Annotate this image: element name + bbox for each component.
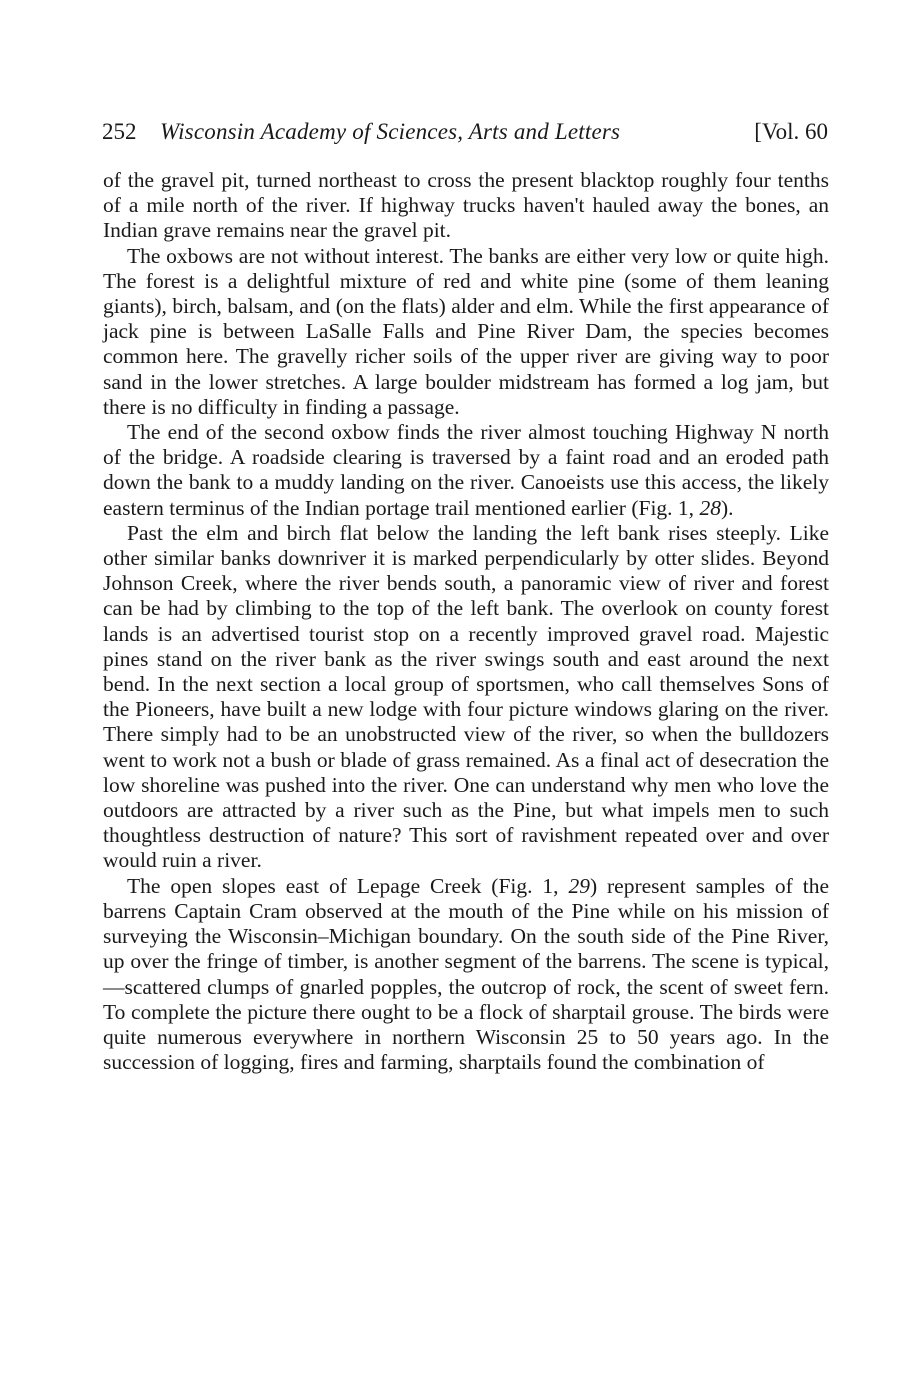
paragraph-3 [103,420,829,521]
body-text [103,168,829,1075]
paragraph-3-text-end: ). [720,495,734,520]
paragraph-5-text: The open slopes east of Lepage Creek (Fig. 1, [127,873,569,898]
paragraph-1: of the gravel pit, turned northeast to cross the present blacktop roughly four tenths of a mile north of the river. If highway trucks haven't hauled away the bones, an Indian grave remains near the gravel pit. [103,168,829,243]
paragraph-5 [103,874,829,1076]
paragraph-4: Past the elm and birch flat below the landing the left bank rises steeply. Like other similar banks downriver it is marked perpendicularly by otter slides. Beyond Johnson Creek, where the river bends south, a panoramic view of river and forest can be had by climbing to the top of the left bank. The overlook on county forest lands is an advertised tourist stop on a recently improved gravel road. Majestic pines stand on the river bank as the river swings south and east around the next bend. In the next section a local group of sportsmen, who call themselves Sons of the Pioneers, have built a new lodge with four picture windows glaring on the river. There simply had to be an unobstructed view of the river, so when the bulldozers went to work not a bush or blade of grass remained. As a final act of desecration the low shoreline was pushed into the river. One can understand why men who love the outdoors are attracted by a river such as the Pine, but what impels men to such thoughtless destruction of nature? This sort of ravishment repeated over and over would ruin a river. [103,520,829,873]
paragraph-2: The oxbows are not without interest. The banks are either very low or quite high. The forest is a delightful mixture of red and white pine (some of them leaning giants), birch, balsam, and (on the flats) alder and elm. While the first appearance of jack pine is between LaSalle Falls and Pine River Dam, the species becomes common here. The gravelly richer soils of the upper river are giving way to poor sand in the lower stretches. A large boulder midstream has formed a log jam, but there is no difficulty in finding a passage. [103,243,829,419]
volume-label: [Vol. 60 [754,119,828,144]
paragraph-3-text: The end of the second oxbow finds the river almost touching Highway N north of the bridge. A roadside clearing is traversed by a faint road and an eroded path down the bank to a muddy landing on the river. Canoeists use this access, the likely eastern terminus of the Indian portage trail mentioned earlier (Fig. 1, [103,420,829,520]
page-number: 252 [102,119,137,144]
figure-reference-29: 29 [568,873,590,898]
figure-reference-28: 28 [699,495,721,520]
journal-title: Wisconsin Academy of Sciences, Arts and Letters [160,119,621,144]
paragraph-5-text-end: ) represent samples of the barrens Captain Cram observed at the mouth of the Pine while on his mission of surveying the Wisconsin–Michigan boundary. On the south side of the Pine River, up over the fringe of timber, is another segment of the barrens. The scene is typical, —scattered clumps of gnarled popples, the outcrop of rock, the scent of sweet fern. To complete the picture there ought to be a flock of sharptail grouse. The birds were quite numerous everywhere in northern Wisconsin 25 to 50 years ago. In the succession of logging, fires and farming, sharptails found the combination of [103,873,829,1075]
running-header [102,114,828,150]
